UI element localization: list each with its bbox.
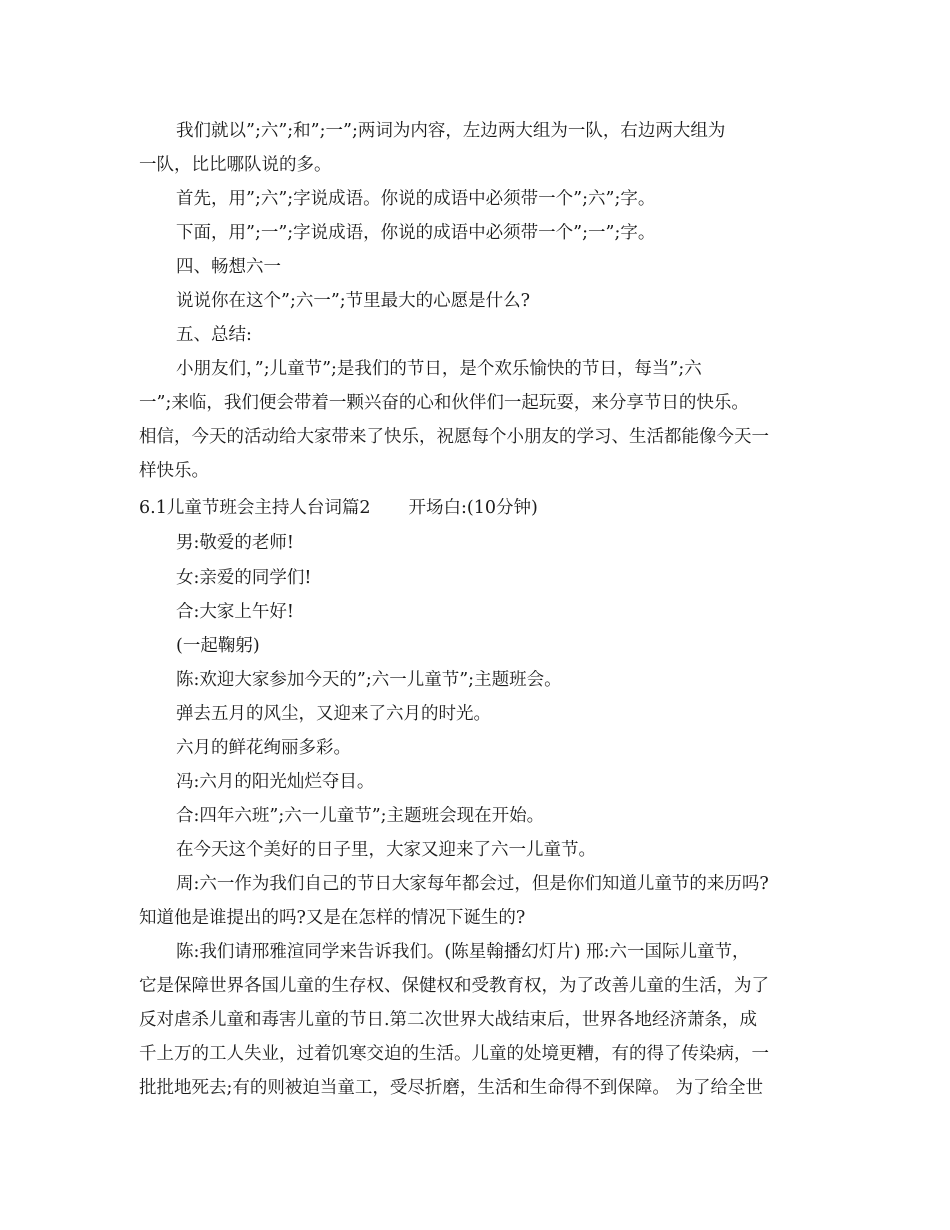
- dialogue-line: 千上万的工人失业，过着饥寒交迫的生活。儿童的处境更糟，有的得了传染病，一: [139, 1044, 769, 1064]
- dialogue-line: 男:敬爱的老师!: [176, 533, 294, 553]
- dialogue-line: 陈:欢迎大家参加今天的”;六一儿童节”;主题班会。: [176, 670, 562, 690]
- paragraph-line: 一”;来临，我们便会带着一颗兴奋的心和伙伴们一起玩耍，来分享节日的快乐。: [139, 393, 749, 413]
- paragraph-line: 下面，用”;一”;字说成语，你说的成语中必须带一个”;一”;字。: [176, 223, 656, 243]
- article-title: 6.1儿童节班会主持人台词篇2: [139, 498, 371, 518]
- paragraph-line: 说说你在这个”;六一”;节里最大的心愿是什么?: [176, 291, 531, 311]
- dialogue-line: 弹去五月的风尘，又迎来了六月的时光。: [176, 704, 491, 724]
- dialogue-line: 六月的鲜花绚丽多彩。: [176, 738, 351, 758]
- paragraph-line: 我们就以”;六”;和”;一”;两词为内容，左边两大组为一队，右边两大组为: [176, 121, 726, 141]
- dialogue-line: 陈:我们请邢雅渲同学来告诉我们。(陈星翰播幻灯片) 邢:六一国际儿童节，: [176, 942, 750, 962]
- dialogue-line: 女:亲爱的同学们!: [176, 568, 312, 588]
- paragraph-line: 样快乐。: [139, 461, 209, 481]
- dialogue-line: 反对虐杀儿童和毒害儿童的节日.第二次世界大战结束后，世界各地经济萧条，成: [139, 1010, 758, 1030]
- dialogue-line: 知道他是谁提出的吗?又是在怎样的情况下诞生的?: [139, 908, 526, 928]
- dialogue-line: 批批地死去;有的则被迫当童工，受尽折磨，生活和生命得不到保障。 为了给全世: [139, 1078, 763, 1098]
- dialogue-line: 冯:六月的阳光灿烂夺目。: [176, 772, 375, 792]
- section-heading: 四、畅想六一: [176, 257, 281, 277]
- dialogue-line: 在今天这个美好的日子里，大家又迎来了六一儿童节。: [176, 840, 596, 860]
- article-title-line: [139, 496, 819, 520]
- stage-direction: (一起鞠躬): [176, 636, 260, 656]
- dialogue-line: 周:六一作为我们自己的节日大家每年都会过，但是你们知道儿童节的来历吗?: [176, 874, 769, 894]
- dialogue-line: 合:大家上午好!: [176, 602, 294, 622]
- paragraph-line: 小朋友们，”;儿童节”;是我们的节日，是个欢乐愉快的节日，每当”;六: [176, 359, 702, 379]
- section-heading: 五、总结:: [176, 325, 252, 345]
- paragraph-line: 首先，用”;六”;字说成语。你说的成语中必须带一个”;六”;字。: [176, 189, 656, 209]
- dialogue-line: 它是保障世界各国儿童的生存权、保健权和受教育权，为了改善儿童的生活，为了: [139, 976, 769, 996]
- dialogue-line: 合:四年六班”;六一儿童节”;主题班会现在开始。: [176, 806, 545, 826]
- paragraph-line: 一队，比比哪队说的多。: [139, 155, 332, 175]
- paragraph-line: 相信，今天的活动给大家带来了快乐，祝愿每个小朋友的学习、生活都能像今天一: [139, 427, 769, 447]
- opening-label: 开场白:(10分钟): [408, 498, 538, 518]
